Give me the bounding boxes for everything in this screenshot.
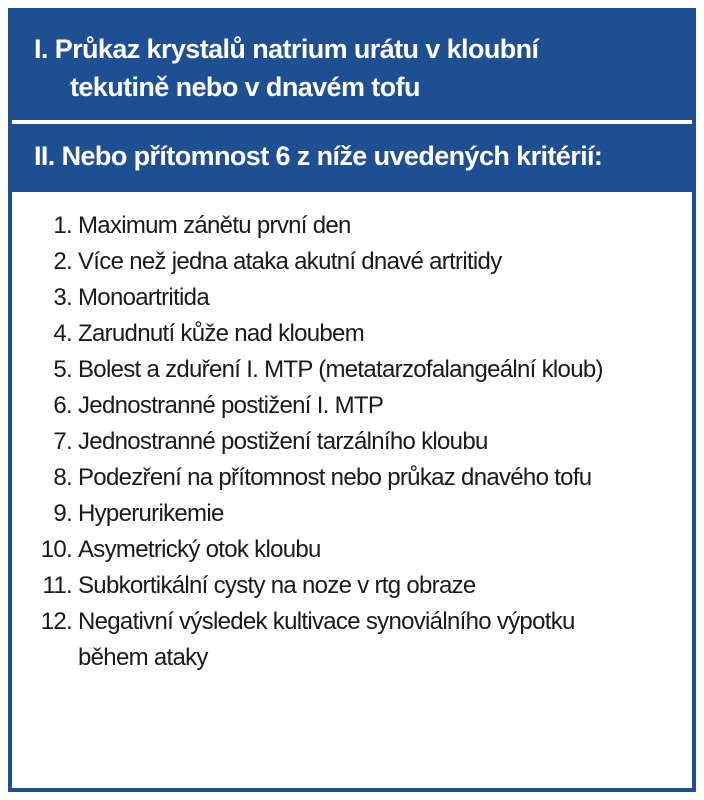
- list-item: [12, 496, 692, 532]
- item-text: Monoartritida: [78, 284, 209, 311]
- item-number: 12.: [40, 608, 72, 635]
- item-text: Asymetrický otok kloubu: [78, 536, 321, 563]
- item-number: 8.: [53, 464, 72, 491]
- list-item: [12, 424, 692, 460]
- item-text: Zarudnutí kůže nad kloubem: [78, 320, 364, 347]
- list-item: [12, 244, 692, 280]
- section-one-line2: tekutině nebo v dnavém tofu: [70, 72, 420, 102]
- list-item: [12, 316, 692, 352]
- item-text: Jednostranné postižení I. MTP: [78, 392, 384, 419]
- list-item: [12, 604, 692, 676]
- item-text: Bolest a zduření I. MTP (metatarzofalangeální kloub): [78, 356, 603, 383]
- list-item: [12, 532, 692, 568]
- item-number: 1.: [53, 212, 72, 239]
- list-item: [12, 568, 692, 604]
- item-text: Jednostranné postižení tarzálního kloubu: [78, 428, 488, 455]
- list-item: [12, 460, 692, 496]
- criteria-box: [8, 8, 696, 792]
- item-text: Podezření na přítomnost nebo průkaz dnavého tofu: [78, 464, 592, 491]
- item-text: Více než jedna ataka akutní dnavé artritidy: [78, 248, 502, 275]
- item-text: Subkortikální cysty na noze v rtg obraze: [78, 572, 476, 599]
- section-two-text: II. Nebo přítomnost 6 z níže uvedených kritérií:: [34, 141, 603, 171]
- item-number: 5.: [53, 356, 72, 383]
- item-number: 4.: [53, 320, 72, 347]
- item-number: 7.: [53, 428, 72, 455]
- item-number: 6.: [53, 392, 72, 419]
- item-number: 10.: [40, 536, 72, 563]
- item-number: 3.: [53, 284, 72, 311]
- list-item: [12, 388, 692, 424]
- item-text: Maximum zánětu první den: [78, 212, 351, 239]
- list-item: [12, 208, 692, 244]
- item-number: 9.: [53, 500, 72, 527]
- section-one-header: [12, 12, 692, 120]
- section-two-header: [12, 124, 692, 192]
- item-number: 2.: [53, 248, 72, 275]
- item-number: 11.: [42, 572, 72, 599]
- list-item: [12, 280, 692, 316]
- item-text: Hyperurikemie: [78, 500, 224, 527]
- criteria-list: [12, 208, 692, 676]
- list-item: [12, 352, 692, 388]
- section-one-line1: I. Průkaz krystalů natrium urátu v kloubní: [34, 34, 539, 64]
- item-text: Negativní výsledek kultivace synoviálního výpotku během ataky: [78, 608, 575, 671]
